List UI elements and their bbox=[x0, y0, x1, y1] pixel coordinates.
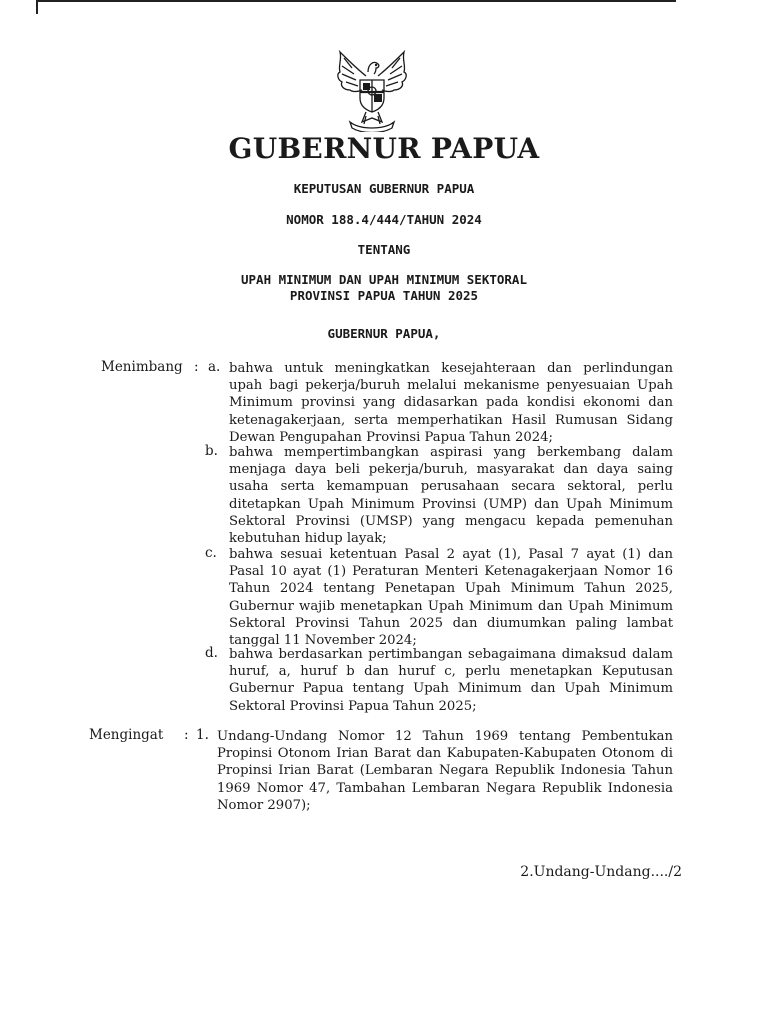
decree-heading: KEPUTUSAN GUBERNUR PAPUA bbox=[293, 181, 475, 196]
menimbang-item-text: bahwa sesuai ketentuan Pasal 2 ayat (1), Pasal 7 ayat (1) dan Pasal 10 ayat (1) Peraturan Menteri Ketenagakerjaan Nomor 16 Tahun 2024 tentang Penetapan Upah Minimum Tahun 2025, Gubernur wajib menetapkan Upah Minimum dan Upah Minimum Sektoral Provinsi Tahun 2025 dan diumumkan paling lambat tanggal 11 November 2024; bbox=[229, 547, 673, 649]
menimbang-item-text: bahwa untuk meningkatkan kesejahteraan dan perlindungan upah bagi pekerja/buruh melalui mekanisme penyesuaian Upah Minimum provinsi yang didasarkan pada kondisi ekonomi dan ketenagakerjaan, serta memperhatikan Hasil Rumusan Sidang Dewan Pengupahan Provinsi Papua Tahun 2024; bbox=[229, 361, 673, 445]
menimbang-item-text: bahwa mempertimbangkan aspirasi yang berkembang dalam menjaga daya beli pekerja/buruh, masyarakat dan daya saing usaha serta kemampuan perusahaan secara sektoral, perlu ditetapkan Upah Minimum Provinsi (UMP) dan Upah Minimum Sektoral Provinsi (UMSP) yang mengacu kepada pemenuhan kebutuhan hidup layak; bbox=[229, 445, 673, 547]
authority-heading: GUBERNUR PAPUA, bbox=[327, 326, 441, 341]
left-border-tick bbox=[36, 0, 38, 14]
menimbang-item-marker: d. bbox=[205, 645, 218, 661]
top-border-line bbox=[36, 0, 676, 2]
mengingat-colon: : bbox=[184, 727, 189, 743]
menimbang-item-marker: b. bbox=[205, 443, 218, 459]
subject-line-2: PROVINSI PAPUA TAHUN 2025 bbox=[289, 288, 479, 303]
menimbang-colon: : bbox=[194, 359, 199, 375]
mengingat-item-marker: 1. bbox=[196, 727, 209, 743]
page-continuation: 2.Undang-Undang..../2 bbox=[520, 864, 682, 880]
decree-number: NOMOR 188.4/444/TAHUN 2024 bbox=[286, 212, 482, 227]
subject-line-1: UPAH MINIMUM DAN UPAH MINIMUM SEKTORAL bbox=[241, 272, 527, 287]
menimbang-item-marker: c. bbox=[205, 545, 217, 561]
mengingat-item-text: Undang-Undang Nomor 12 Tahun 1969 tentang Pembentukan Propinsi Otonom Irian Barat dan Kabupaten-Kabupaten Otonom di Propinsi Irian Barat (Lembaran Negara Republik Indonesia Tahun 1969 Nomor 47, Tambahan Lembaran Negara Republik Indonesia Nomor 2907); bbox=[217, 729, 673, 813]
garuda-emblem-icon bbox=[330, 46, 414, 132]
menimbang-item-text: bahwa berdasarkan pertimbangan sebagaimana dimaksud dalam huruf, a, huruf b dan huruf c, perlu menetapkan Keputusan Gubernur Papua tentang Upah Minimum dan Upah Minimum Sektoral Provinsi Papua Tahun 2025; bbox=[229, 647, 673, 714]
tentang-heading: TENTANG bbox=[357, 242, 411, 257]
menimbang-item-marker: a. bbox=[208, 359, 221, 375]
mengingat-label: Mengingat bbox=[89, 727, 164, 743]
document-title: GUBERNUR PAPUA bbox=[228, 132, 540, 165]
menimbang-label: Menimbang bbox=[101, 359, 183, 375]
